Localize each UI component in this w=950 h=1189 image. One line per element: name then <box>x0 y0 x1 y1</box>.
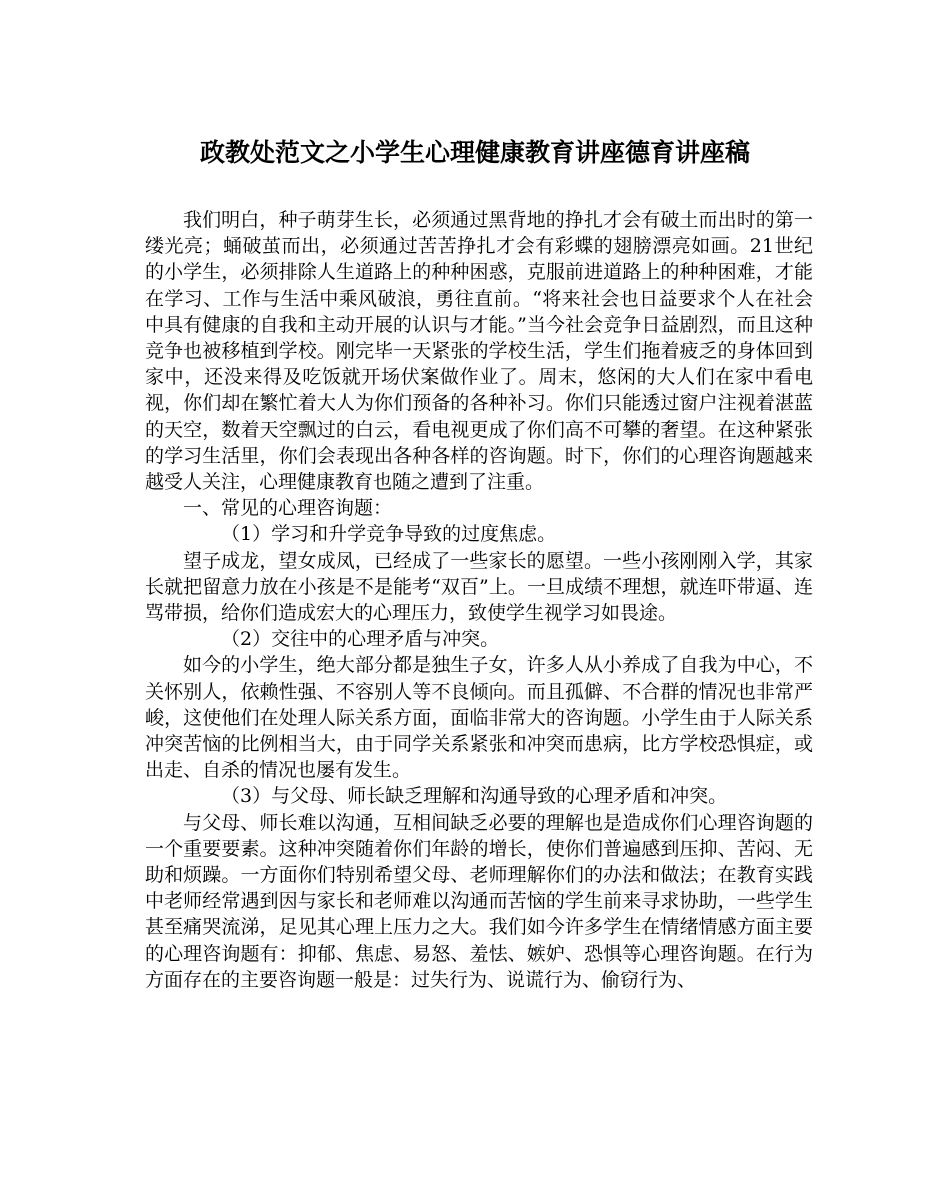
paragraph-social-conflict: 如今的小学生，绝大部分都是独生子女，许多人从小养成了自我为中心，不关怀别人，依赖性强、不容别人等不良倾向。而且孤僻、不合群的情况也非常严峻，这使他们在处理人际关系方面，面临非常大的咨询题。小学生由于人际关系冲突苦恼的比例相当大，由于同学关系紧张和冲突而患病，比方学校恐惧症，或出走、自杀的情况也屡有发生。 <box>145 654 813 782</box>
document-body <box>145 207 813 993</box>
paragraph-intro: 我们明白，种子萌芽生长，必须通过黑背地的挣扎才会有破土而出时的第一缕光亮；蛹破茧而出，必须通过苦苦挣扎才会有彩蝶的翅膀漂亮如画。21世纪的小学生，必须排除人生道路上的种种困惑，克服前进道路上的种种困难，才能在学习、工作与生活中乘风破浪，勇往直前。“将来社会也日益要求个人在社会中具有健康的自我和主动开展的认识与才能。”当今社会竞争日益剧烈，而且这种竞争也被移植到学校。刚完毕一天紧张的学校生活，学生们拖着疲乏的身体回到家中，还没来得及吃饭就开场伏案做作业了。周末，悠闲的大人们在家中看电视，你们却在繁忙着大人为你们预备的各种补习。你们只能透过窗户注视着湛蓝的天空，数着天空飘过的白云，看电视更成了你们高不可攀的奢望。在这种紧张的学习生活里，你们会表现出各种各样的咨询题。时下，你们的心理咨询题越来越受人关注，心理健康教育也随之遭到了注重。 <box>145 209 813 494</box>
subheading-communication: （3）与父母、师长缺乏理解和沟通导致的心理矛盾和冲突。 <box>221 785 728 808</box>
subheading-social-conflict: （2）交往中的心理矛盾与冲突。 <box>221 628 500 651</box>
paragraph-anxiety: 望子成龙，望女成凤，已经成了一些家长的愿望。一些小孩刚刚入学，其家长就把留意力放在小孩是不是能考“双百”上。一旦成绩不理想，就连吓带逼、连骂带损，给你们造成宏大的心理压力，致使学生视学习如畏途。 <box>145 549 813 625</box>
document-title: 政教处范文之小学生心理健康教育讲座德育讲座稿 <box>199 138 750 167</box>
subheading-anxiety: （1）学习和升学竞争导致的过度焦虑。 <box>221 523 557 546</box>
paragraph-communication: 与父母、师长难以沟通，互相间缺乏必要的理解也是造成你们心理咨询题的一个重要要素。这种冲突随着你们年龄的增长，使你们普遍感到压抑、苦闷、无助和烦躁。一方面你们特别希望父母、老师理解你们的办法和做法；在教育实践中老师经常遇到因与家长和老师难以沟通而苦恼的学生前来寻求协助，一些学生甚至痛哭流涕，足见其心理上压力之大。我们如今许多学生在情绪情感方面主要的心理咨询题有：抑郁、焦虑、易怒、羞怯、嫉妒、恐惧等心理咨询题。在行为方面存在的主要咨询题一般是：过失行为、说谎行为、偷窃行为、 <box>145 811 813 991</box>
section-heading-common-issues: 一、常见的心理咨询题： <box>183 497 393 520</box>
